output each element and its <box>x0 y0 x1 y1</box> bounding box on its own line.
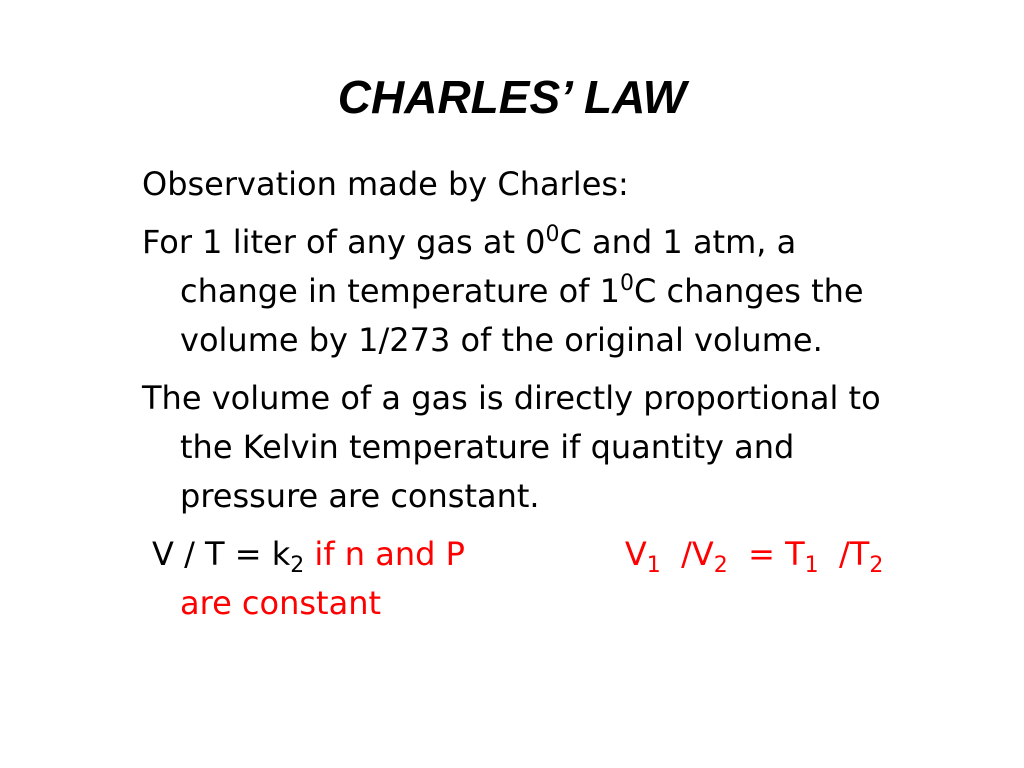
observation-line3-text: volume by 1/273 of the original volume. <box>180 321 823 359</box>
ratio-t1: = T <box>748 535 805 573</box>
proportional-paragraph <box>142 374 992 521</box>
formula-condition-end: are constant <box>180 584 382 622</box>
ratio-v2: /V <box>681 535 714 573</box>
ratio-v2-subscript: 2 <box>713 553 728 578</box>
proportional-line1: The volume of a gas is directly proportional to <box>142 379 881 417</box>
observation-heading: Observation made by Charles: <box>142 165 629 203</box>
proportional-line2: the Kelvin temperature if quantity and <box>180 428 795 466</box>
observation-paragraph <box>142 218 992 365</box>
observation-line1-text: For 1 liter of any gas at 0 <box>142 223 546 261</box>
observation-line2-end: C changes the <box>633 272 864 310</box>
ratio-v1-subscript: 1 <box>646 553 661 578</box>
slide-body <box>142 160 992 637</box>
degree-superscript: 0 <box>545 222 560 247</box>
observation-line1-end: C and 1 atm, a <box>559 223 797 261</box>
proportional-line3: pressure are constant. <box>180 477 540 515</box>
slide-title: CHARLES’ LAW <box>337 71 687 123</box>
observation-line2-text: change in temperature of 1 <box>180 272 620 310</box>
formula-condition: if n and P <box>314 535 465 573</box>
degree-superscript: 0 <box>619 271 634 296</box>
formula-k-subscript: 2 <box>290 553 305 578</box>
formula-paragraph <box>142 530 992 628</box>
ratio-v1: V <box>624 535 647 573</box>
ratio-t2: /T <box>839 535 870 573</box>
formula-ratio <box>624 535 884 578</box>
formula-vt: V / T = k <box>152 535 291 573</box>
ratio-t2-subscript: 2 <box>869 553 884 578</box>
ratio-t1-subscript: 1 <box>804 553 819 578</box>
